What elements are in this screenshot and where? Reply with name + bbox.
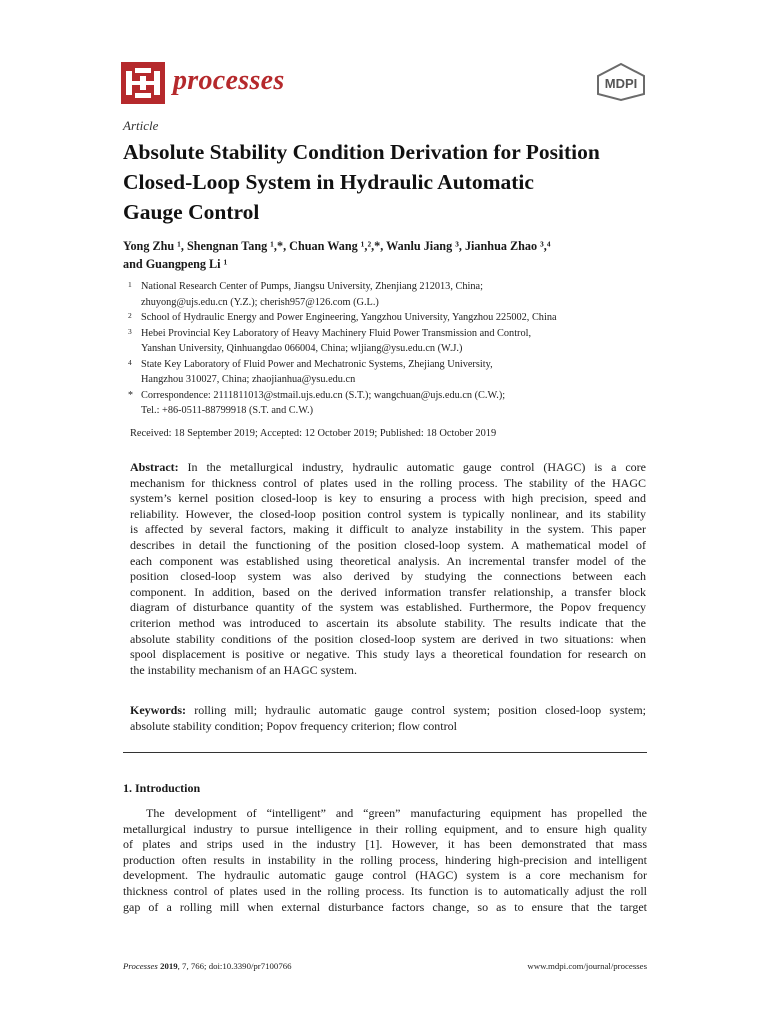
abstract-line: absolute stability conditions of the position closed-loop system are derived in two situations: when [130, 631, 646, 646]
affiliation-marker: 1 [128, 280, 132, 289]
abstract-line: diagram of disturbance quantity of the system was established. Furthermore, the Popov frequency [130, 600, 646, 615]
abstract-line: the instability mechanism of an HAGC system. [130, 662, 357, 677]
journal-header [121, 62, 648, 106]
abstract-line: criterion method was introduced to ascertain its absolute stability. The results indicate that the [130, 615, 646, 630]
affiliation-item [128, 310, 648, 326]
title-line: Gauge Control [123, 200, 260, 224]
abstract-line: system’s kernel position closed-loop is key to ensuring a process with high precision, speed and [130, 491, 646, 506]
body-line: thickness control of plates used in the rolling process. Its function is to automatically adjust the roll [123, 883, 647, 898]
abstract-line: mechanism for thickness control of plates used in the rolling process. The stability of the HAGC [130, 475, 646, 490]
abstract-line: reliability. However, the closed-loop position control system is typically nonlinear, and its stability [130, 506, 646, 521]
author-line: Yong Zhu ¹, Shengnan Tang ¹,*, Chuan Wang ¹,²,*, Wanlu Jiang ³, Jianhua Zhao ³,⁴ [123, 239, 551, 253]
body-line: metallurgical industry to pursue intelligence in their rolling equipment, and to ensure high quality [123, 821, 647, 836]
affiliation-list [128, 279, 648, 419]
affiliation-text: School of Hydraulic Energy and Power Engineering, Yangzhou University, Yangzhou 225002, China [141, 312, 557, 323]
correspondence-item [128, 388, 648, 419]
mdpi-logo-text: MDPI [604, 76, 638, 91]
affiliation-item [128, 357, 648, 388]
footer-year: 2019 [160, 961, 178, 971]
affiliation-text: Yanshan University, Qinhuangdao 066004, China; wljiang@ysu.edu.cn (W.J.) [141, 343, 463, 354]
keywords-line: absolute stability condition; Popov frequency criterion; flow control [130, 719, 457, 733]
abstract-line: component. In addition, based on the derived information transfer relationship, a transfer block [130, 584, 646, 599]
affiliation-marker: 4 [128, 357, 132, 367]
title-line: Closed-Loop System in Hydraulic Automatic [123, 170, 534, 194]
keywords-text: rolling mill; hydraulic automatic gauge control system; position closed-loop system; [186, 703, 646, 717]
footer-journal: Processes [123, 961, 158, 971]
section-divider [123, 752, 647, 753]
abstract-line: each component was established using theoretical analysis. An incremental transfer model of the [130, 553, 646, 568]
affiliation-item [128, 279, 648, 310]
author-line: and Guangpeng Li ¹ [123, 257, 228, 271]
title-line: Absolute Stability Condition Derivation for Position [123, 140, 600, 164]
affiliation-text: Hebei Provincial Key Laboratory of Heavy Machinery Fluid Power Transmission and Control, [141, 327, 532, 339]
affiliation-text: Hangzhou 310027, China; zhaojianhua@ysu.edu.cn [141, 374, 356, 385]
section-heading: 1. Introduction [123, 781, 201, 795]
body-line: of plates and strips used in the industry [1]. However, it has been demonstrated that mass [123, 837, 647, 852]
abstract-line: spool displacement is positive or negative. This study lays a theoretical foundation for research on [130, 647, 646, 662]
body-line: The development of “intelligent” and “green” manufacturing equipment has propelled the [146, 806, 647, 820]
affiliation-text: State Key Laboratory of Fluid Power and Mechatronic Systems, Zhejiang University, [141, 358, 493, 370]
processes-logo-icon [121, 62, 165, 104]
abstract-line: describes in detail the functioning of the position closed-loop system. A mathematical model of [130, 537, 646, 552]
abstract-label: Abstract: [130, 460, 179, 474]
affiliation-text: zhuyong@ujs.edu.cn (Y.Z.); cherish957@126.com (G.L.) [141, 296, 379, 308]
abstract-line: position closed-loop system was also derived by studying the connections between each [130, 569, 646, 584]
abstract [130, 460, 646, 678]
keywords [130, 702, 646, 734]
affiliation-marker: * [128, 389, 133, 401]
publication-dates: Received: 18 September 2019; Accepted: 12 October 2019; Published: 18 October 2019 [130, 428, 497, 439]
correspondence-text: Tel.: +86-0511-88799918 (S.T. and C.W.) [141, 405, 314, 416]
footer-url-link[interactable]: www.mdpi.com/journal/processes [527, 961, 647, 971]
abstract-line: is affected by several factors, making it difficult to analyze instability in the system. This paper [130, 522, 646, 537]
body-line: gap of a rolling mill when external disturbance factors change, so as to ensure that the target [123, 899, 647, 914]
keywords-label: Keywords: [130, 703, 186, 717]
article-type: Article [123, 118, 159, 133]
journal-name: processes [173, 65, 285, 96]
paper-title [123, 137, 653, 227]
correspondence-text: Correspondence: 2111811013@stmail.ujs.edu.cn (S.T.); wangchuan@ujs.edu.cn (C.W.); [141, 389, 506, 401]
author-list [123, 237, 653, 273]
affiliation-item [128, 326, 648, 357]
abstract-text: In the metallurgical industry, hydraulic automatic gauge control (HAGC) is a core [178, 460, 646, 474]
body-paragraph [123, 806, 647, 915]
affiliation-marker: 3 [128, 326, 132, 336]
body-line: development. The hydraulic automatic gauge control (HAGC) system is a core mechanism for [123, 868, 647, 883]
affiliation-marker: 2 [128, 311, 132, 320]
keywords-line [130, 702, 646, 718]
affiliation-text: National Research Center of Pumps, Jiangsu University, Zhenjiang 212013, China; [141, 281, 483, 292]
mdpi-logo-icon [594, 62, 648, 102]
footer-citation [123, 961, 292, 971]
footer-doi: , 7, 766; doi:10.3390/pr7100766 [177, 961, 292, 971]
abstract-line [130, 460, 646, 476]
body-line: production often results in instability in the rolling process, hindering high-precision and intelligent [123, 852, 647, 867]
